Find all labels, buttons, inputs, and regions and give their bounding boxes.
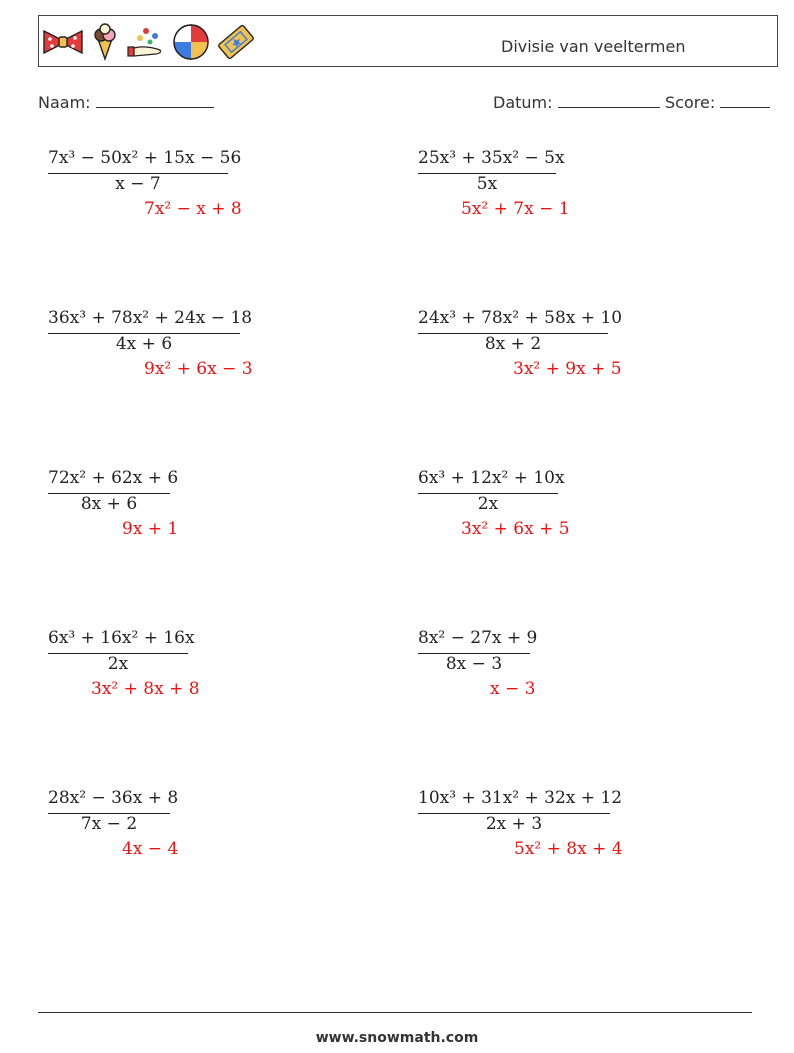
numerator: 7x³ − 50x² + 15x − 56 bbox=[48, 148, 242, 168]
name-label: Naam: bbox=[38, 93, 91, 112]
date-label: Datum: bbox=[493, 93, 553, 112]
answer: 3x² + 8x + 8 bbox=[91, 679, 200, 699]
numerator: 6x³ + 16x² + 16x bbox=[48, 628, 195, 648]
numerator: 36x³ + 78x² + 24x − 18 bbox=[48, 308, 253, 328]
footer-divider bbox=[38, 1012, 752, 1013]
numerator: 8x² − 27x + 9 bbox=[418, 628, 538, 648]
answer: 4x − 4 bbox=[122, 839, 179, 859]
worksheet-title: Divisie van veeltermen bbox=[501, 37, 686, 56]
header-icons bbox=[42, 22, 256, 62]
denominator: 2x bbox=[107, 654, 129, 674]
answer: 9x² + 6x − 3 bbox=[144, 359, 253, 379]
date-blank bbox=[558, 93, 660, 108]
answer: 3x² + 6x + 5 bbox=[461, 519, 570, 539]
denominator: 8x + 2 bbox=[484, 334, 542, 354]
juggling-hand-icon bbox=[126, 25, 166, 59]
name-blank bbox=[96, 93, 214, 108]
date-field bbox=[493, 93, 660, 112]
denominator: 2x bbox=[477, 494, 499, 514]
answer: 3x² + 9x + 5 bbox=[513, 359, 622, 379]
score-blank bbox=[720, 93, 770, 108]
answer: 7x² − x + 8 bbox=[144, 199, 242, 219]
denominator: 4x + 6 bbox=[115, 334, 173, 354]
answer: 5x² + 8x + 4 bbox=[514, 839, 623, 859]
answer: x − 3 bbox=[490, 679, 536, 699]
denominator: 5x bbox=[476, 174, 498, 194]
score-label: Score: bbox=[665, 93, 716, 112]
bow-tie-icon bbox=[42, 27, 84, 57]
name-field bbox=[38, 93, 214, 112]
numerator: 10x³ + 31x² + 32x + 12 bbox=[418, 788, 623, 808]
numerator: 6x³ + 12x² + 10x bbox=[418, 468, 565, 488]
answer: 9x + 1 bbox=[122, 519, 179, 539]
worksheet-header bbox=[38, 15, 778, 67]
footer-url[interactable]: www.snowmath.com bbox=[315, 1030, 479, 1046]
numerator: 28x² − 36x + 8 bbox=[48, 788, 179, 808]
beach-ball-icon bbox=[172, 23, 210, 61]
numerator: 25x³ + 35x² − 5x bbox=[418, 148, 565, 168]
score-field bbox=[665, 93, 770, 112]
ticket-icon bbox=[216, 23, 256, 61]
denominator: x − 7 bbox=[115, 174, 161, 194]
numerator: 24x³ + 78x² + 58x + 10 bbox=[418, 308, 623, 328]
ice-cream-icon bbox=[90, 23, 120, 61]
denominator: 2x + 3 bbox=[485, 814, 543, 834]
denominator: 7x − 2 bbox=[80, 814, 138, 834]
denominator: 8x + 6 bbox=[80, 494, 138, 514]
denominator: 8x − 3 bbox=[445, 654, 503, 674]
numerator: 72x² + 62x + 6 bbox=[48, 468, 179, 488]
answer: 5x² + 7x − 1 bbox=[461, 199, 570, 219]
